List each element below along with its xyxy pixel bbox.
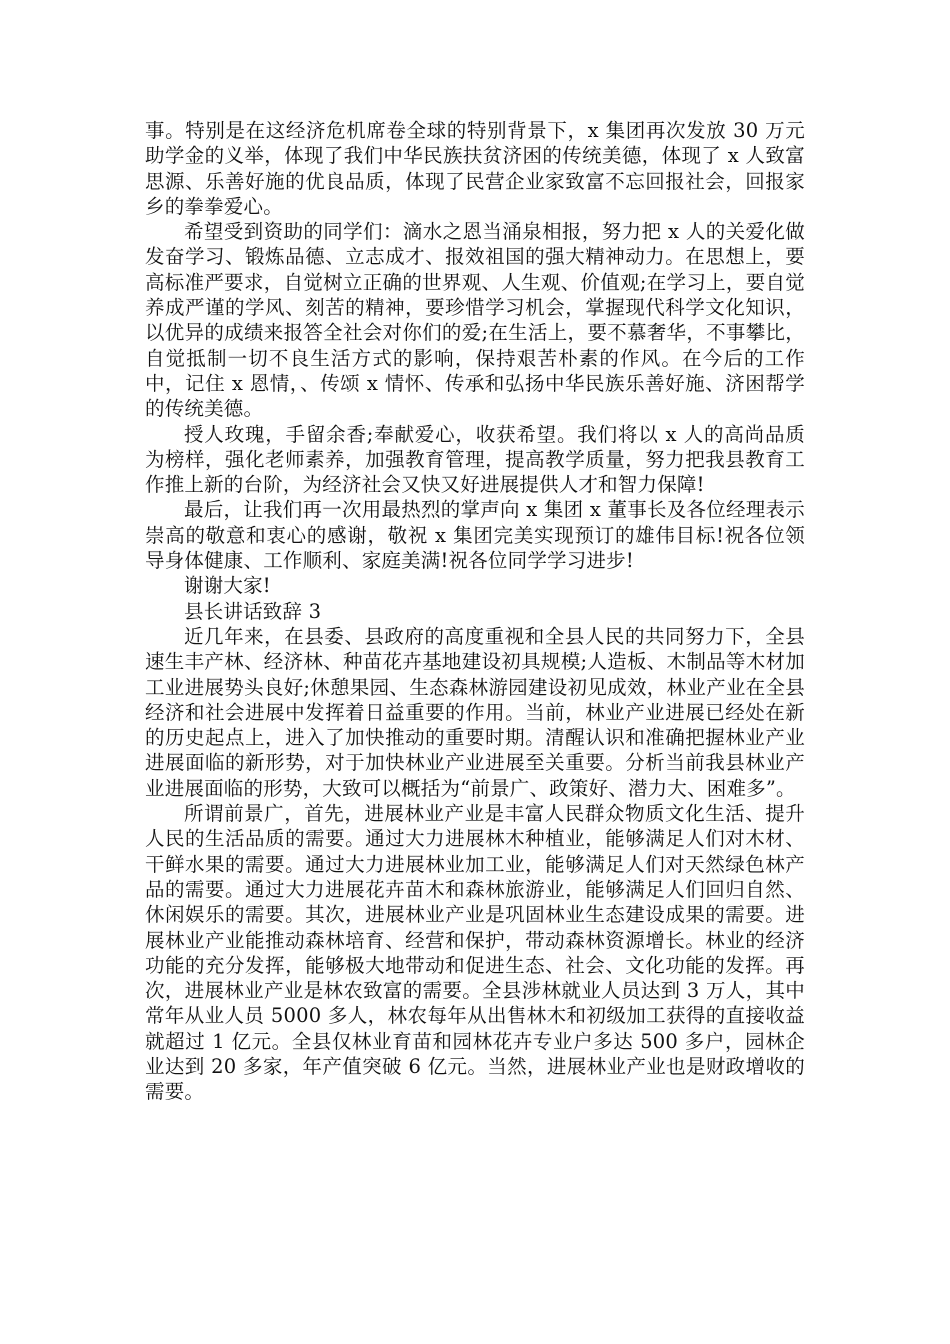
paragraph-8: 所谓前景广，首先，进展林业产业是丰富人民群众物质文化生活、提升人民的生活品质的需要。通过大力进展林木种植业，能够满足人们对木材、干鲜水果的需要。通过大力进展林业加工业，能够满足人们对天然绿色林产品的需要。通过大力进展花卉苗木和森林旅游业，能够满足人们回归自然、休闲娱乐的需要。其次，进展林业产业是巩固林业生态建设成果的需要。进展林业产业能推动森林培育、经营和保护，带动森林资源增长。林业的经济功能的充分发挥，能够极大地带动和促进生态、社会、文化功能的发挥。再次，进展林业产业是林农致富的需要。全县涉林就业人员达到 3 万人，其中常年从业人员 5000 多人，林农每年从出售林木和初级加工获得的直接收益就超过 1 亿元。全县仅林业育苗和园林花卉专业户多达 500 多户，园林企业达到 20 多家，年产值突破 6 亿元。当然，进展林业产业也是财政增收的需要。 — [145, 802, 805, 1104]
paragraph-3: 授人玫瑰，手留余香;奉献爱心，收获希望。我们将以 x 人的高尚品质为榜样，强化老师素养，加强教育管理，提高教学质量，努力把我县教育工作推上新的台阶，为经济社会又快又好进展提供人才和智力保障! — [145, 422, 805, 497]
paragraph-1: 事。特别是在这经济危机席卷全球的特别背景下，x 集团再次发放 30 万元助学金的义举，体现了我们中华民族扶贫济困的传统美德，体现了 x 人致富思源、乐善好施的优良品质，体现了民营企业家致富不忘回报社会，回报家乡的拳拳爱心。 — [145, 119, 805, 218]
section-heading: 县长讲话致辞 3 — [184, 599, 322, 623]
paragraph-4: 最后，让我们再一次用最热烈的掌声向 x 集团 x 董事长及各位经理表示崇高的敬意和衷心的感谢，敬祝 x 集团完美实现预订的雄伟目标!祝各位领导身体健康、工作顺利、家庭美满!祝各位同学学习进步! — [145, 498, 805, 573]
document-page — [145, 118, 805, 1105]
paragraph-7: 近几年来，在县委、县政府的高度重视和全县人民的共同努力下，全县速生丰产林、经济林、种苗花卉基地建设初具规模;人造板、木制品等木材加工业进展势头良好;休憩果园、生态森林游园建设初见成效，林业产业在全县经济和社会进展中发挥着日益重要的作用。当前，林业产业进展已经处在新的历史起点上，进入了加快推动的重要时期。清醒认识和准确把握林业产业进展面临的新形势，对于加快林业产业进展至关重要。分析当前我县林业产业进展面临的形势，大致可以概括为“前景广、政策好、潜力大、困难多”。 — [145, 624, 805, 800]
paragraph-2: 希望受到资助的同学们：滴水之恩当涌泉相报，努力把 x 人的关爱化做发奋学习、锻炼品德、立志成才、报效祖国的强大精神动力。在思想上，要高标准严要求，自觉树立正确的世界观、人生观、价值观;在学习上，要自觉养成严谨的学风、刻苦的精神，要珍惜学习机会，掌握现代科学文化知识，以优异的成绩来报答全社会对你们的爱;在生活上，要不慕奢华，不事攀比，自觉抵制一切不良生活方式的影响，保持艰苦朴素的作风。在今后的工作中，记住 x 恩情，、传颂 x 情怀、传承和弘扬中华民族乐善好施、济困帮学的传统美德。 — [145, 220, 805, 421]
paragraph-5: 谢谢大家! — [184, 574, 271, 598]
